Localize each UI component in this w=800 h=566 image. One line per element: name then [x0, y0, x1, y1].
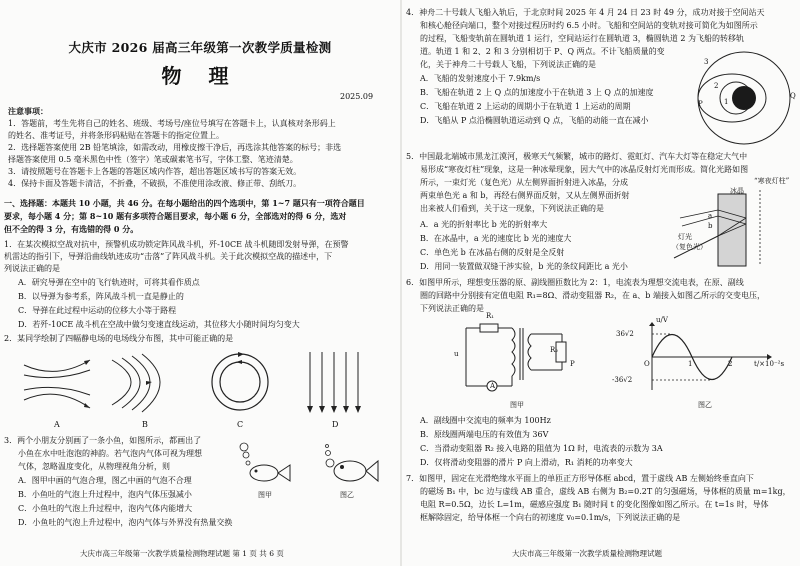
light-sublabel: （复色光） [672, 243, 707, 251]
voltage-u-label: u [454, 350, 459, 358]
question-4: 4．神舟二十号载人飞船入轨后，于北京时间 2025 年 4 月 24 日 23 时 49 分，成功对接于空间站天 [406, 8, 765, 17]
transformer-circuit-figure [462, 320, 582, 392]
option-c: C．单色光 b 在冰晶右侧的反射是全反射 [420, 248, 565, 257]
voltage-graph-figure [642, 322, 772, 392]
orbit-point-p: P [698, 100, 703, 108]
option-a: A．飞船的发射速度小于 7.9km/s [420, 74, 541, 83]
option-b: B．小鱼吐的气泡上升过程中，泡内气体压强减小 [18, 490, 192, 499]
option-b: B．飞船在轨道 2 上 Q 点的加速度小于在轨道 3 上 Q 点的加速度 [420, 88, 654, 97]
notice-line: 择题答案使用 0.5 毫米黑色中性（签字）笔或碳素笔书写，字体工整、笔迹清楚。 [8, 155, 298, 164]
time-axis-label: t/×10⁻²s [754, 360, 785, 368]
u-max-label: 36√2 [616, 330, 634, 338]
notice-line: 2．选择题答案使用 2B 铅笔填涂，如需改动，用橡皮擦干净后，再选涂其他答案的标号；非选 [8, 143, 342, 152]
question-4: 的过程，飞船变轨前在圆轨道 1 运行，空间站运行在圆轨道 3，椭圆轨道 2 为飞船的转移轨 [420, 34, 744, 43]
orbit-label-3: 3 [704, 58, 709, 66]
page-footer: 大庆市高三年级第一次教学质量检测物理试题 第 1 页 共 6 页 [80, 549, 284, 558]
orbit-point-q: Q [790, 92, 796, 100]
question-1: 机雷达的指引下，导弹沿曲线轨迹成功“击落”了阵风战斗机。关于此次模拟空战的描述中，下 [4, 252, 333, 261]
question-4: 道。轨道 1 和 2、2 和 3 分别相切于 P、Q 两点。不计飞船质量的变 [420, 47, 665, 56]
origin-label: O [644, 360, 650, 368]
resistor-r1-label: R₁ [486, 312, 495, 320]
question-6: 圈的回路中分别接有定值电阻 R₁=8Ω、滑动变阻器 R₂，在 a、b 端接入如图乙所示的交变电压， [420, 291, 765, 300]
section-header: 但不全的得 3 分，有选错的得 0 分。 [4, 224, 139, 234]
u-min-label: -36√2 [612, 376, 633, 384]
question-1: 列说法正确的是 [4, 264, 60, 273]
question-5: 两束单色光 a 和 b，再经右侧界面反射，又从左侧界面折射 [420, 191, 630, 200]
exam-title: 大庆市 2026 届高三年级第一次教学质量检测 [68, 40, 332, 55]
option-c: C．飞船在轨道 2 上运动的周期小于在轨道 1 上运动的周期 [420, 102, 631, 111]
notice-line: 3．请按照题号在答题卡上各题的答题区域内作答，超出答题区域书写的答案无效。 [8, 167, 302, 176]
option-b: B．在冰晶中，a 光的速度比 b 光的速度大 [420, 234, 572, 243]
ray-a-label: a [708, 212, 713, 220]
option-d: D．用同一装置做双缝干涉实验，b 光的条纹间距比 a 光小 [420, 262, 628, 271]
question-3: 气体，忽略温度变化，从物理视角分析，则 [18, 462, 170, 471]
question-5: 5．中国最北端城市黑龙江漠河，极寒天气频繁，城市的路灯、霓虹灯、汽车大灯等在稳定大气中 [406, 152, 748, 161]
figure-label-b: B [142, 420, 148, 429]
figure-caption-a: 图甲 [258, 491, 272, 499]
option-a: A．a 光的折射率比 b 光的折射率大 [420, 220, 548, 229]
question-7: 7．如图甲，固定在光滑绝缘水平面上的单匝正方形导体框 abcd，置于虚线 AB 左侧始终垂直向下 [406, 474, 754, 483]
field-lines-figure-b [110, 350, 180, 415]
field-lines-figure-c [205, 350, 275, 415]
option-d: D．飞船从 P 点沿椭圆轨道运动到 Q 点，飞船的动能一直在减小 [420, 116, 649, 125]
ray-b-label: b [708, 222, 713, 230]
notice-line: 的姓名、准考证号，并将条形码粘贴在答题卡的指定位置上。 [8, 131, 224, 140]
orbit-label-2: 2 [714, 82, 719, 90]
question-6: 下列说法正确的是 [420, 304, 484, 313]
question-3: 小鱼在水中吐泡泡的神韵。若气泡内气体可视为理想 [18, 449, 202, 458]
option-b: B．以导弹为参考系，阵风战斗机一直是静止的 [18, 292, 184, 301]
fish-figure-b [320, 445, 380, 485]
question-6: 6．如图甲所示，理想变压器的原、副线圈匝数比为 2：1，电流表为理想交流电表，在原、副线 [406, 278, 744, 287]
resistor-r2-label: R₂ [550, 346, 559, 354]
question-7: 框解除固定，给导体框一个向右的初速度 v₀=0.1m/s，下列说法正确的是 [420, 513, 681, 522]
figure-caption-jia: 图甲 [510, 401, 524, 409]
question-1: 1．在某次模拟空战对抗中，预警机成功锁定阵风战斗机，歼-10CE 战斗机随即发射导弹，在预警 [4, 240, 349, 249]
subject-title: 物 理 [161, 64, 239, 88]
figure-label-a: A [54, 420, 60, 429]
option-d: D．仅将滑动变阻器的滑片 P 向上滑动，R₁ 消耗的功率变大 [420, 458, 633, 467]
option-a: A．副线圈中交流电的频率为 100Hz [420, 416, 551, 425]
notice-title: 注意事项： [8, 106, 48, 116]
slider-p-label: P [570, 360, 575, 368]
option-c: C．导弹在此过程中运动的位移大小等于路程 [18, 306, 177, 315]
ammeter-label: A [490, 382, 496, 390]
question-2: 2．某同学绘制了四幅静电场的电场线分布图，其中可能正确的是 [4, 334, 234, 343]
section-header: 一、选择题：本题共 10 小题，共 46 分。在每小题给出的四个选项中，第 1~7 题只有一项符合题目 [4, 198, 365, 208]
exam-date: 2025.09 [340, 92, 374, 101]
option-a: A．图甲中画的气泡合理，图乙中画的气泡不合理 [18, 476, 192, 485]
option-d: D．若歼-10CE 战斗机在空战中做匀变速直线运动，其位移大小随时间均匀变大 [18, 320, 300, 329]
fish-figure-a [240, 445, 295, 485]
light-pillar-label: “寒夜灯柱” [754, 177, 790, 185]
question-7: 的磁场 B₁ 中，bc 边与虚线 AB 重合，虚线 AB 右侧为 B₂=0.2T 的匀强磁场，导体框的质量 m=1kg， [420, 487, 791, 496]
orbit-label-1: 1 [724, 98, 729, 106]
right-page [402, 0, 800, 566]
option-c: C．小鱼吐的气泡上升过程中，泡内气体内能增大 [18, 504, 193, 513]
ice-crystal-figure [670, 188, 790, 270]
question-3: 3．两个小朋友分别画了一条小鱼，如图所示，都画出了 [4, 436, 202, 445]
section-header: 要求，每小题 4 分；第 8~10 题有多项符合题目要求，每小题 6 分，全部选对的得 6 分，选对 [4, 211, 347, 221]
question-7: 电阻 R=0.5Ω，边长 L=1m，磁感应强度 B₁ 随时间 t 的变化图像如图乙所示。在 t=1s 时，导体 [420, 500, 769, 509]
tick-1-label: 1 [688, 360, 693, 368]
question-4: 化，关于神舟二十号载人飞船，下列说法正确的是 [420, 60, 596, 69]
field-lines-figure-a [22, 350, 92, 415]
tick-2-label: 2 [728, 360, 733, 368]
figure-caption-b: 图乙 [340, 491, 354, 499]
question-5: 所示，一束灯光（复色光）从左侧界面折射进入冰晶，分成 [420, 178, 628, 187]
question-5: 出来被人们看到，关于这一现象，下列说法正确的是 [420, 204, 604, 213]
question-4: 和核心舱径向端口，整个对接过程历时约 6.5 小时。飞船和空间站的变轨对接可简化为如图所示 [420, 21, 758, 30]
light-label: 灯光 [678, 233, 692, 241]
figure-label-d: D [332, 420, 339, 429]
voltage-axis-label: u/V [656, 316, 668, 324]
notice-line: 1．答题前，考生先将自己的姓名、班级、考场号/座位号填写在答题卡上，认真核对条形码上 [8, 119, 336, 128]
notice-line: 4．保持卡面及答题卡清洁，不折叠，不破损，不准使用涂改液、修正带、刮纸刀。 [8, 179, 302, 188]
field-lines-figure-d [300, 350, 370, 415]
ice-crystal-label: 冰晶 [730, 187, 744, 195]
figure-caption-yi: 图乙 [698, 401, 712, 409]
option-c: C．当滑动变阻器 R₂ 接入电路的阻值为 1Ω 时，电流表的示数为 3A [420, 444, 663, 453]
option-b: B．原线圈两端电压的有效值为 36V [420, 430, 549, 439]
question-5: 易形成“寒夜灯柱”现象，这是一种冰晕现象，因大气中的冰晶反射灯光而形成。简化光路如图 [420, 165, 749, 174]
option-d: D．小鱼吐的气泡上升过程中，泡内气体与外界没有热量交换 [18, 518, 233, 527]
orbit-figure [694, 48, 794, 148]
option-a: A．研究导弹在空中的飞行轨迹时，可将其看作质点 [18, 278, 200, 287]
page-footer: 大庆市高三年级第一次教学质量检测物理试题 [512, 549, 662, 558]
figure-label-c: C [237, 420, 244, 429]
